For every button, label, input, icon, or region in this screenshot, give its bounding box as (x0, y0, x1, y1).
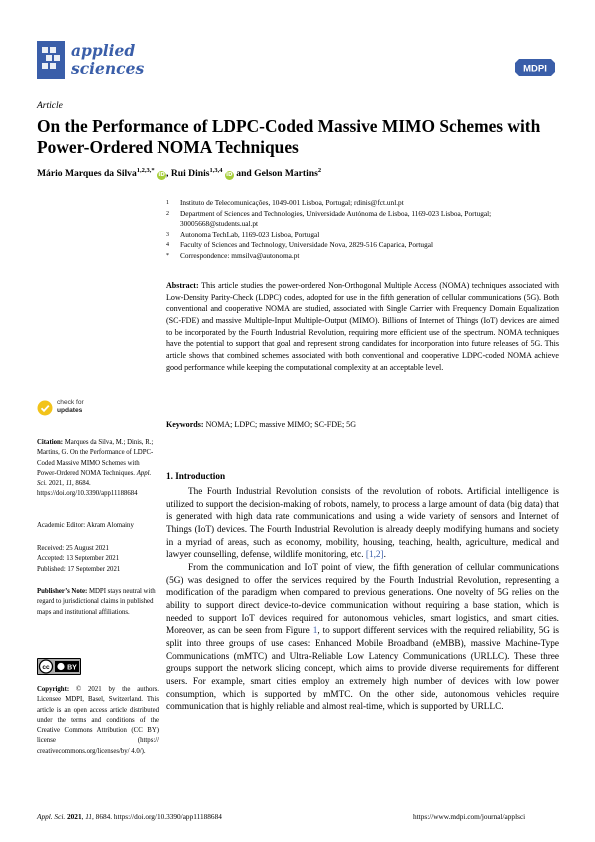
check-updates-text (57, 399, 84, 415)
citation-label: Citation: (37, 439, 64, 446)
publisher-logo-text: MDPI (523, 63, 547, 75)
keywords-label: Keywords: (166, 420, 204, 429)
publisher-note (37, 587, 159, 618)
citation-block (37, 438, 159, 500)
publisher-note-label: Publisher’s Note: (37, 588, 88, 595)
copyright-block (37, 685, 159, 757)
affiliation-number: * (166, 252, 169, 259)
author-separator: , (166, 168, 171, 180)
date-published: Published: 17 September 2021 (37, 565, 121, 573)
citation-text: Marques da Silva, M.; Dinis, R.; Martins, G. On the Performance of LDPC-Coded Massive MIMO Schemes with Power-Ordered NOMA Techniques. (37, 439, 154, 477)
footer-doi[interactable]: , 8684. https://doi.org/10.3390/app11188684 (92, 812, 222, 821)
author-name: Gelson Martins (254, 168, 318, 180)
orcid-icon[interactable]: iD (158, 172, 165, 179)
abstract-text: This article studies the power-ordered Non-Orthogonal Multiple Access (NOMA) techniques associated with Low-Density Parity-Check (LDPC) codes, adopted for use in the fifth generation of cellular communications (5G). Both conventional and cooperative NOMA are studied, associated with Single Carrier with Frequency Domain Equalization (SC-FDE) and massive Multiple-Input Multiple-Output (MIMO). Billions of Internet of Things (IoT) devices are aimed to be incorporated by the Fourth Industrial Revolution, requiring more efficient use of the spectrum. NOMA techniques have the potential to support that goal and represent strong candidates for incorporation into future releases of 5G. This article shows that combined schemes associated with both conventional and cooperative LDPC-coded NOMA achieve good performance while keeping the computational complexity at an acceptable level. (166, 281, 559, 372)
footer-sep: , (81, 812, 86, 821)
keywords (166, 419, 559, 431)
affiliation-item (166, 230, 566, 241)
affiliation-text: Instituto de Telecomunicações, 1049-001 Lisboa, Portugal; rdinis@fct.unl.pt (180, 198, 404, 207)
check-updates-icon (37, 400, 53, 416)
author-affil-sup: 1,3,4 (209, 167, 223, 174)
publisher-logo (515, 59, 555, 76)
author-name: Rui Dinis (170, 168, 210, 180)
paragraph-end: . (383, 550, 386, 561)
citation-year: 2021, (47, 480, 66, 488)
affiliation-text: Faculty of Sciences and Technology, Universidade Nova, 2829-516 Caparica, Portugal (180, 240, 433, 250)
paragraph-text: The Fourth Industrial Revolution consists of the revolution of robots. Artificial intelligence is utilized to support the decision-making of robots, namely, to process a large amount of data (big data) that is generated with high data rate communications and using a wide variety of sensors and Internet of Things (IoT) devices. The Fourth Industrial Revolution is already deeply modifying humans and society in a myriad of areas, such as economy, mobility, housing, teaching, health, agriculture, medical and lawyer counselling, defense, wildlife monitoring, etc. (166, 487, 559, 561)
paragraph (166, 562, 559, 714)
paper-title: On the Performance of LDPC-Coded Massive MIMO Schemes with Power-Ordered NOMA Techniques (37, 116, 541, 157)
article-type: Article (37, 101, 63, 111)
cc-by-license-icon[interactable] (37, 658, 81, 675)
author-list (37, 167, 321, 180)
affiliation-text: Correspondence: mmsilva@autonoma.pt (180, 250, 300, 260)
author-name: Mário Marques da Silva (37, 168, 137, 180)
author-separator: and (233, 168, 255, 180)
academic-editor (37, 521, 159, 531)
footer-citation (37, 812, 222, 821)
affiliation-number: 1 (166, 200, 169, 206)
paragraph-end: , to support different services with the required reliability, 5G is split into three groups of use cases: Enhanced Mobile Broadband (eMBB), massive Machine-Type Communications (mMTC) and Ultra-Reliable Low Latency Communications (URLLC). These three groups support the network slicing concept, which aims to provide diverse requirements for different users. For example, smart cities employ an extremely high number of devices with low power consumption, which is supported by mMTC. On the other side, autonomous vehicles require communication that is highly reliable and almost real-time, which is supported by URLLC. (166, 626, 559, 713)
orcid-icon[interactable]: iD (226, 172, 233, 179)
affiliation-text: Department of Sciences and Technologies, Universidade Autónoma de Lisboa, 1169-023 Lisboa, Portugal; 30005668@students.ual.pt (180, 208, 492, 229)
section-heading: 1. Introduction (166, 471, 226, 481)
figure-link[interactable]: 1 (312, 626, 318, 637)
citation-doi[interactable]: , 8684. https://doi.org/10.3390/app11188684 (37, 480, 138, 498)
affiliation-number: 3 (166, 231, 169, 238)
affiliation-item (166, 198, 566, 209)
publisher-note-text: MDPI stays neutral with regard to jurisdictional claims in published maps and institutional affiliations. (37, 588, 156, 616)
by-text: BY (67, 664, 77, 672)
citation-volume: 11 (65, 480, 73, 488)
affiliation-item (166, 251, 566, 262)
abstract (166, 280, 559, 373)
check-updates-line2: updates (57, 407, 83, 414)
paragraph (166, 486, 559, 562)
footer-journal-url[interactable]: https://www.mdpi.com/journal/applsci (413, 812, 526, 821)
editor-label: Academic Editor: (37, 522, 86, 529)
footer-journal: Appl. Sci. (37, 812, 66, 821)
journal-name-line1: applied (71, 41, 136, 60)
footer-year: 2021 (67, 812, 82, 821)
affiliation-item (166, 209, 566, 230)
author-affil-sup: 1,2,3,* (136, 167, 155, 174)
cc-text: cc (42, 664, 50, 671)
affiliation-number: 4 (166, 242, 169, 249)
affiliation-text: Autonoma TechLab, 1169-023 Lisboa, Portugal (180, 229, 320, 239)
journal-logo-icon (37, 41, 65, 79)
keywords-text: NOMA; LDPC; massive MIMO; SC-FDE; 5G (205, 420, 357, 429)
editor-name: Akram Alomainy (86, 522, 134, 529)
footer-volume: 11 (85, 812, 93, 821)
publication-dates (37, 544, 159, 575)
copyright-label: Copyright: (37, 686, 70, 693)
affiliations (166, 198, 566, 262)
citation-link[interactable]: [1,2] (365, 550, 384, 561)
check-updates-line1: check for (57, 399, 84, 406)
journal-name (71, 42, 144, 78)
journal-name-line2: sciences (71, 59, 145, 78)
paragraph-text: From the communication and IoT point of view, the fifth generation of cellular communications (5G) was designed to offer the services required by the Fourth Industrial Revolution, representing a modification of the paradigm when compared to previous generations. One novelty of 5G relies on the ability to support direct device-to-device communication without requiring a base station, which is needed to support IoT devices required for autonomous vehicles, smart logistics, and smart cities. Moreover, as can be seen from Figure (166, 562, 559, 637)
check-for-updates-button[interactable] (37, 399, 137, 419)
affiliation-number: 2 (166, 210, 169, 217)
copyright-text: © 2021 by the authors. Licensee MDPI, Basel, Switzerland. This article is an open access article distributed under the terms and conditions of the Creative Commons Attribution (CC BY) license (https:// creativecommons.org/licenses/by/ 4.0/). (37, 686, 159, 755)
affiliation-item (166, 240, 566, 251)
body-text (166, 486, 559, 714)
date-accepted: Accepted: 13 September 2021 (37, 555, 120, 563)
citation-journal: Appl. Sci. (37, 469, 152, 488)
date-received: Received: 25 August 2021 (37, 545, 109, 552)
abstract-label: Abstract: (166, 281, 199, 290)
author-affil-sup: 2 (317, 167, 322, 174)
